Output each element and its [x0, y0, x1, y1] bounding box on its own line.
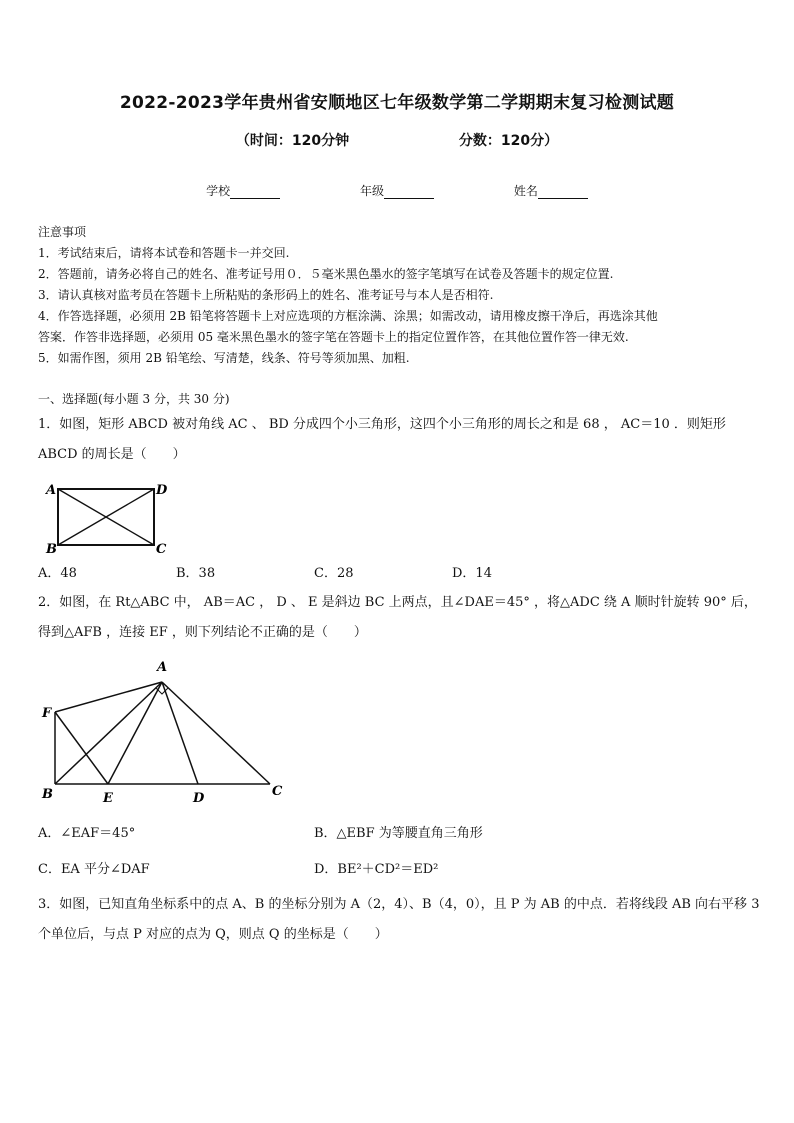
note-item: 2．答题前，请务必将自己的姓名、准考证号用０．５毫米黑色墨水的签字笔填写在试卷及答题卡的规定位置. — [38, 267, 614, 281]
question-2-line2: 得到△AFB ，连接 EF ，则下列结论不正确的是（ ） — [38, 625, 367, 640]
label-a: A — [157, 660, 168, 675]
option-d[interactable]: D．14 — [452, 566, 492, 581]
segment-ad — [162, 682, 198, 784]
name-field: 姓名 — [514, 182, 588, 199]
segment-fe — [55, 712, 108, 784]
student-info — [0, 182, 794, 199]
label-d: D — [156, 483, 168, 498]
grade-field: 年级 — [360, 182, 434, 199]
note-item: 3．请认真核对监考员在答题卡上所粘贴的条形码上的姓名、准考证号与本人是否相符. — [38, 288, 494, 302]
label-d: D — [193, 791, 205, 806]
note-item: 答案．作答非选择题，必须用 05 毫米黑色墨水的签字笔在答题卡上的指定位置作答，在其他位置作答一律无效. — [38, 330, 629, 344]
option-b[interactable]: B．△EBF 为等腰直角三角形 — [314, 826, 483, 841]
note-item: 4．作答选择题，必须用 2B 铅笔将答题卡上对应选项的方框涂满、涂黑；如需改动，请用橡皮擦干净后，再选涂其他 — [38, 309, 658, 323]
question-3-line2: 个单位后，与点 P 对应的点为 Q，则点 Q 的坐标是（ ） — [38, 927, 388, 942]
question-1-line2: ABCD 的周长是（ ） — [38, 447, 186, 462]
triangle-figure — [38, 654, 298, 809]
notes-block — [38, 222, 758, 369]
option-a[interactable]: A．∠EAF＝45° — [38, 826, 136, 841]
label-b: B — [46, 542, 57, 557]
question-1 — [38, 410, 760, 470]
segment-ae — [108, 682, 162, 784]
note-item: 1．考试结束后，请将本试卷和答题卡一并交回. — [38, 246, 290, 260]
label-e: E — [103, 791, 113, 806]
question-1-line1: 1．如图，矩形 ABCD 被对角线 AC 、 BD 分成四个小三角形，这四个小三角形的周长之和是 68 ， AC＝10 ．则矩形 — [38, 417, 726, 432]
question-2-options-row1 — [38, 822, 483, 841]
label-c: C — [272, 784, 283, 799]
school-field: 学校 — [206, 182, 280, 199]
note-item: 5．如需作图，须用 2B 铅笔绘、写清楚，线条、符号等须加黑、加粗. — [38, 351, 410, 365]
question-3 — [38, 890, 760, 950]
label-b: B — [42, 787, 53, 802]
page-title: 2022-2023学年贵州省安顺地区七年级数学第二学期期末复习检测试题 — [119, 93, 675, 113]
label-f: F — [42, 706, 52, 721]
option-c[interactable]: C．EA 平分∠DAF — [38, 862, 150, 877]
segment-ac — [162, 682, 270, 784]
question-2-line1: 2．如图，在 Rt△ABC 中， AB＝AC ， D 、 E 是斜边 BC 上两点，且∠DAE＝45° ，将△ADC 绕 A 顺时针旋转 90° 后， — [38, 595, 757, 610]
question-2 — [38, 588, 760, 648]
exam-score: 分数：120分） — [458, 133, 559, 149]
question-1-options — [38, 562, 492, 581]
exam-meta — [0, 130, 794, 150]
option-b[interactable]: B．38 — [176, 566, 216, 581]
label-a: A — [46, 483, 57, 498]
option-c[interactable]: C．28 — [314, 566, 354, 581]
exam-time: （时间：120分钟 — [235, 133, 350, 149]
option-d[interactable]: D．BE²＋CD²＝ED² — [314, 862, 439, 877]
question-3-line1: 3．如图，已知直角坐标系中的点 A、B 的坐标分别为 A（2，4）、B（4，0），且 P 为 AB 的中点．若将线段 AB 向右平移 3 — [38, 897, 760, 912]
label-c: C — [156, 542, 167, 557]
section-heading: 一、选择题(每小题 3 分，共 30 分) — [38, 392, 230, 406]
rectangle-figure — [38, 476, 178, 560]
option-a[interactable]: A．48 — [38, 566, 77, 581]
question-2-options-row2 — [38, 858, 438, 877]
notes-heading: 注意事项 — [38, 225, 87, 239]
